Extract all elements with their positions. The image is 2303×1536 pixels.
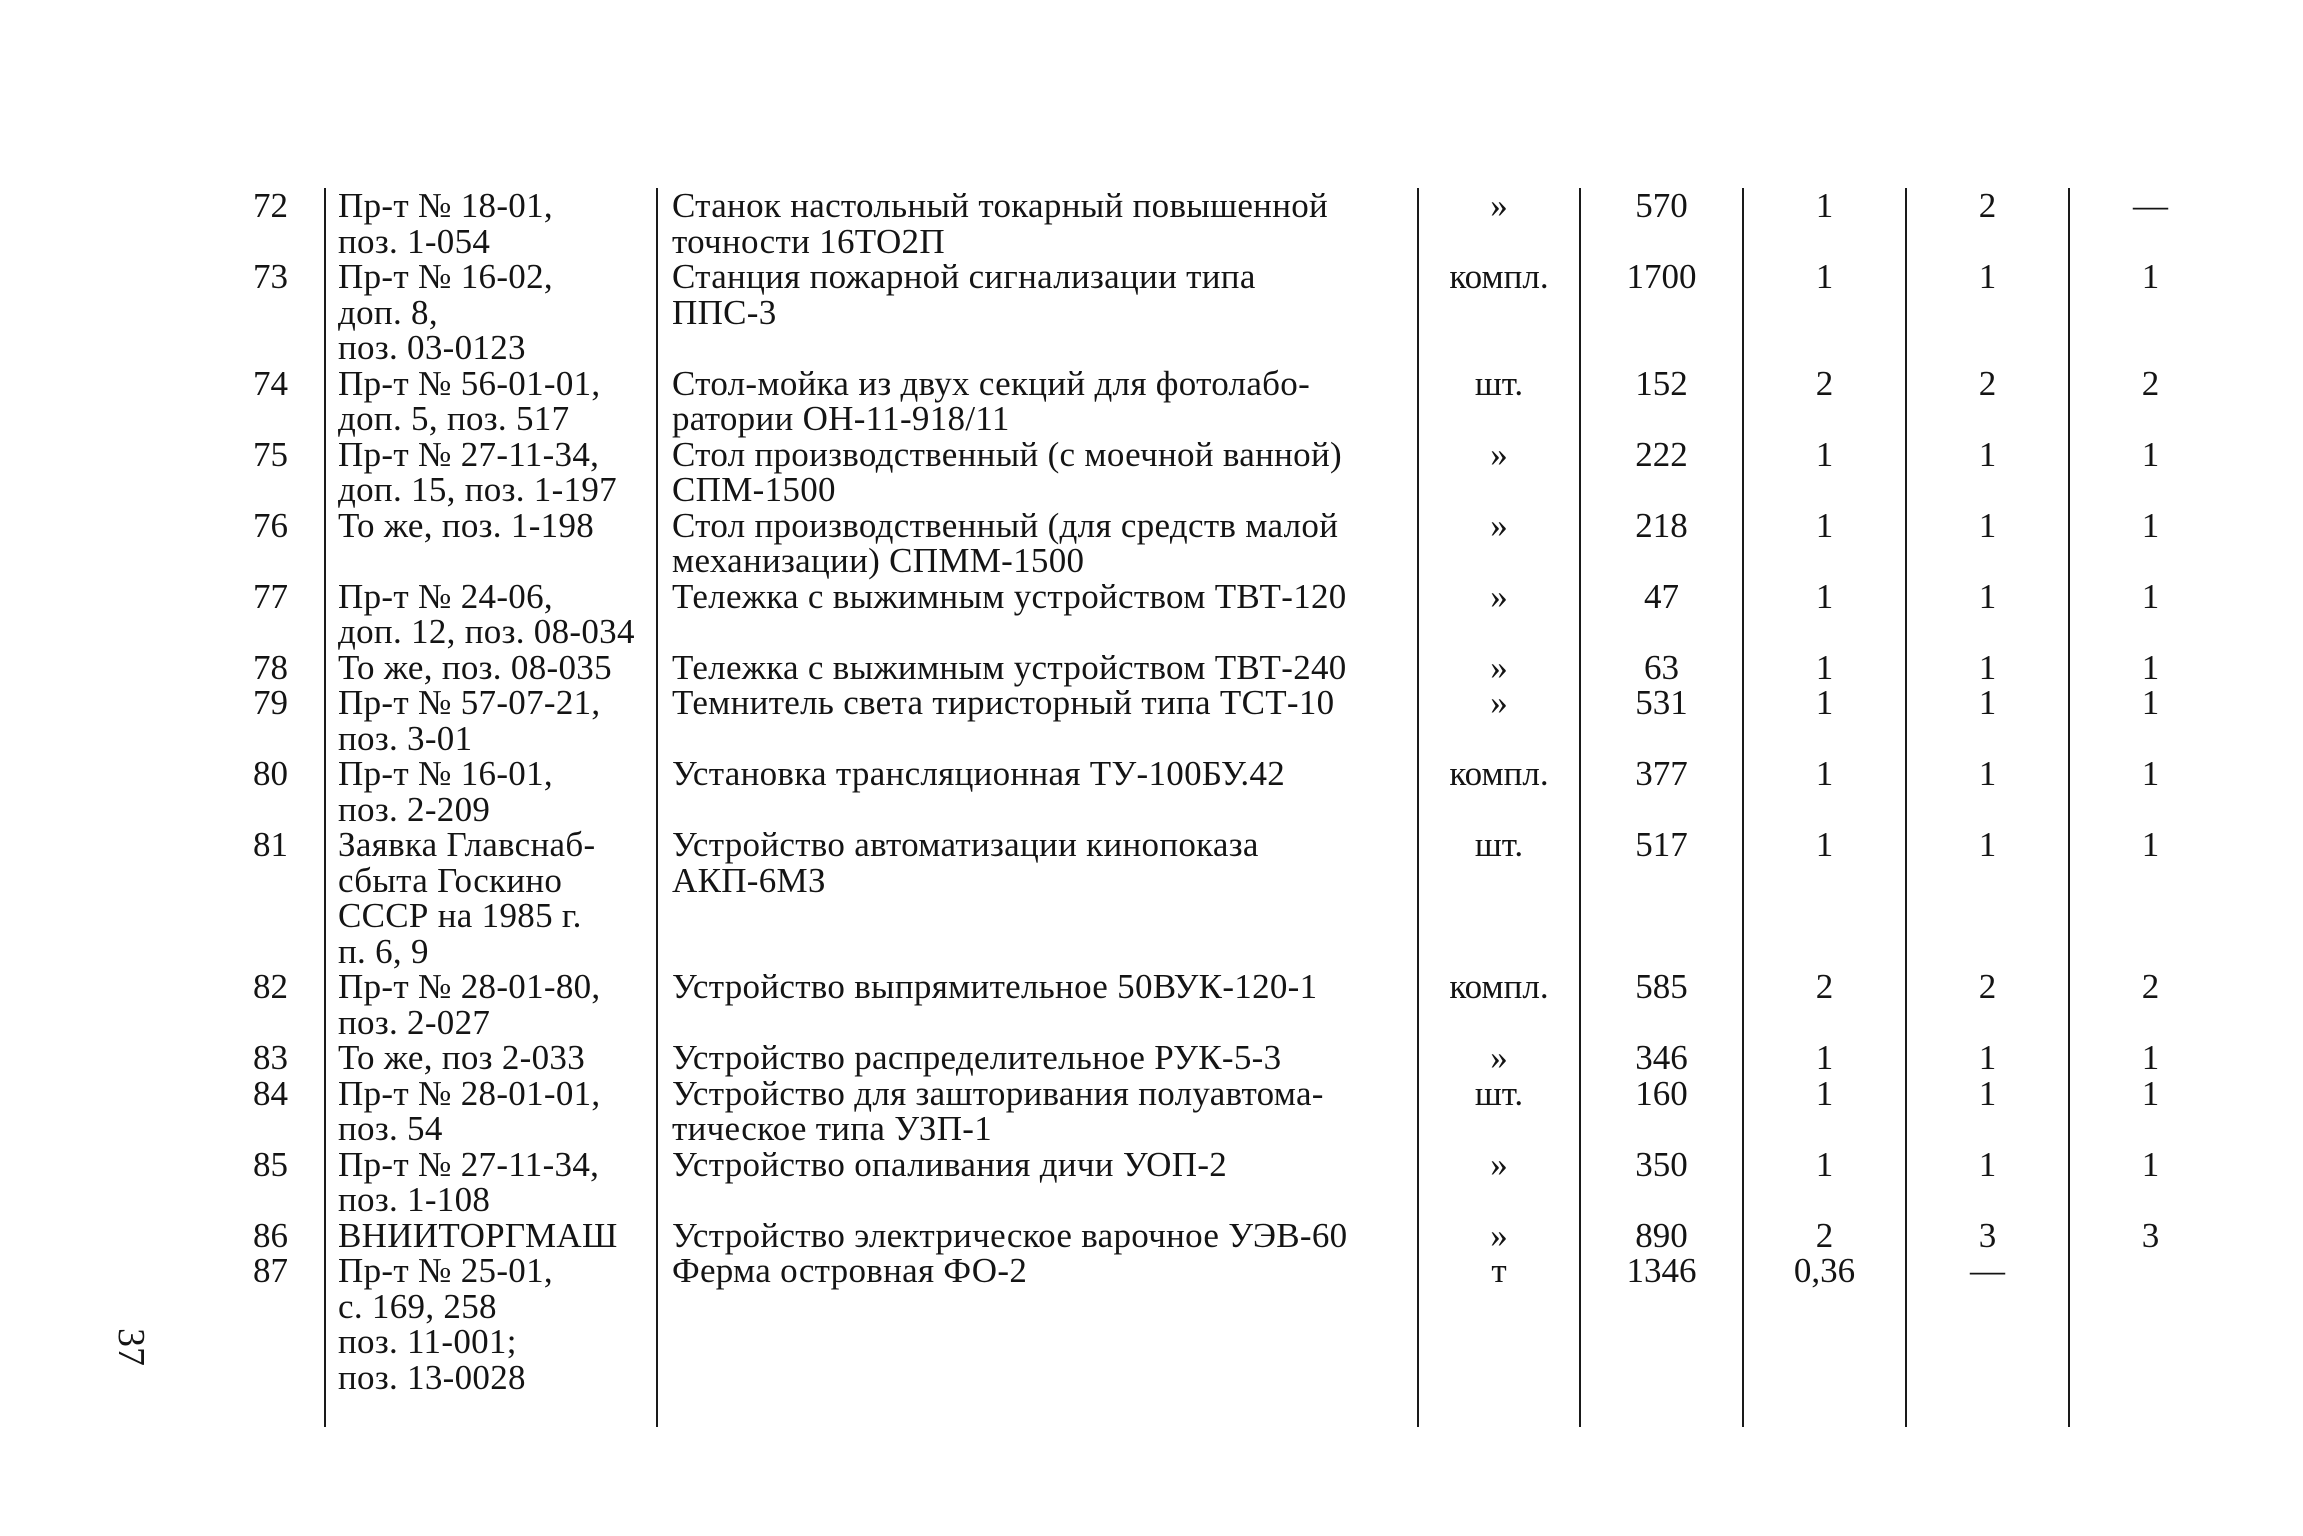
unit-cell: » [1418,508,1580,579]
name-line: Станция пожарной сигнализации типа [672,257,1256,296]
quantity-cell: — [2069,188,2231,259]
source-reference [325,434,657,509]
quantity-cell: 1 [1906,259,2069,366]
quantity-cell: 152 [1580,366,1743,437]
unit-cell: шт. [1418,366,1580,437]
quantity-cell: 1 [1743,1076,1906,1147]
unit-cell: компл. [1418,969,1580,1040]
quantity-cell: 1 [2069,1040,2231,1076]
name-line: Темнитель света тиристорный типа ТСТ-10 [672,683,1335,722]
source-line: сбыта Госкино [338,860,563,900]
unit-cell: шт. [1418,1076,1580,1147]
quantity-cell: 2 [1743,969,1906,1040]
name-line: Устройство автоматизации кинопоказа [672,825,1259,864]
equipment-name [657,1215,1418,1255]
source-reference [325,685,657,756]
quantity-cell: 1 [2069,579,2231,650]
quantity-cell: 1 [1743,1040,1906,1076]
name-line: СПМ-1500 [672,470,836,509]
equipment-table [192,188,2231,1427]
quantity-cell: 1 [1906,756,2069,827]
name-line: Установка трансляционная ТУ-100БУ.42 [672,754,1286,793]
quantity-cell: 2 [1743,366,1906,437]
unit-cell: » [1418,188,1580,259]
source-line: Пр-т № 24-06, [338,576,553,616]
table-row [192,437,2231,508]
row-number: 80 [253,754,288,793]
table-row [192,650,2231,686]
name-line: АКП-6МЗ [672,860,826,900]
equipment-name [657,188,1418,259]
source-reference [325,1144,657,1219]
source-line: Пр-т № 27-11-34, [338,434,600,474]
source-line: Пр-т № 25-01, [338,1251,553,1290]
quantity-cell: 222 [1580,437,1743,508]
name-line: механизации) СПММ-1500 [672,541,1085,580]
equipment-name [657,259,1418,366]
equipment-name [657,756,1418,827]
quantity-cell: 3 [2069,1218,2231,1254]
quantity-cell: 63 [1580,650,1743,686]
source-line: поз. 13-0028 [338,1357,526,1397]
name-line: Станок настольный токарный повышенной [672,186,1329,225]
quantity-cell: 1 [1743,650,1906,686]
row-number: 74 [253,363,288,403]
source-reference [325,1040,657,1076]
row-number: 83 [253,1038,288,1077]
source-line: доп. 5, поз. 517 [338,399,570,438]
source-reference [325,827,657,969]
quantity-cell: 1 [2069,508,2231,579]
quantity-cell: 1 [1743,508,1906,579]
quantity-cell: 1 [2069,685,2231,756]
table-row [192,508,2231,579]
quantity-cell: 1 [1906,1147,2069,1218]
equipment-name [657,1073,1418,1148]
quantity-cell: 3 [1906,1218,2069,1254]
source-line: Пр-т № 27-11-34, [338,1144,600,1184]
row-number: 86 [253,1215,288,1255]
quantity-cell: 1 [1906,650,2069,686]
quantity-cell: 1 [2069,1076,2231,1147]
quantity-cell: 1 [1906,437,2069,508]
table-row [192,1040,2231,1076]
source-reference [325,969,657,1040]
row-number: 87 [253,1251,288,1290]
quantity-cell: 218 [1580,508,1743,579]
quantity-cell: 2 [1906,188,2069,259]
source-reference [325,363,657,438]
quantity-cell: 377 [1580,756,1743,827]
source-line: поз. 54 [338,1109,443,1148]
unit-cell: » [1418,579,1580,650]
source-line: Пр-т № 16-01, [338,754,553,793]
quantity-cell [2069,1253,2231,1427]
unit-cell: шт. [1418,827,1580,969]
quantity-cell: 1 [1743,259,1906,366]
source-reference [325,505,657,579]
quantity-cell: 1 [2069,650,2231,686]
source-line: поз. 2-027 [338,1002,491,1042]
quantity-cell: 2 [1743,1218,1906,1254]
row-number: 84 [253,1073,288,1113]
source-line: доп. 12, поз. 08-034 [338,612,635,651]
name-line: Стол производственный (для средств малой [672,505,1339,545]
source-line: поз. 2-209 [338,789,491,829]
quantity-cell: 1 [1743,188,1906,259]
quantity-cell: 890 [1580,1218,1743,1254]
quantity-cell: 1 [1743,437,1906,508]
table-row [192,366,2231,437]
equipment-name [657,827,1418,969]
unit-cell: компл. [1418,259,1580,366]
table-row [192,685,2231,756]
quantity-cell: 1 [1906,1076,2069,1147]
unit-cell: » [1418,437,1580,508]
row-number: 73 [253,257,288,296]
source-line: То же, поз. 1-198 [338,505,595,545]
source-line: То же, поз 2-033 [338,1038,586,1077]
table-row [192,969,2231,1040]
source-line: п. 6, 9 [338,931,429,971]
equipment-name [657,1040,1418,1076]
unit-cell: т [1418,1253,1580,1427]
table-row [192,1147,2231,1218]
name-line: Устройство распределительное РУК-5-3 [672,1038,1282,1077]
quantity-cell: 517 [1580,827,1743,969]
source-line: СССР на 1985 г. [338,896,582,935]
name-line: точности 16ТО2П [672,221,945,261]
quantity-cell: 1700 [1580,259,1743,366]
row-number: 76 [253,505,288,545]
name-line: Устройство электрическое варочное УЭВ-60 [672,1215,1348,1255]
quantity-cell: 2 [2069,366,2231,437]
source-reference [325,188,657,259]
quantity-cell: 346 [1580,1040,1743,1076]
quantity-cell: 2 [2069,969,2231,1040]
source-line: доп. 15, поз. 1-197 [338,470,617,509]
quantity-cell: 1 [2069,259,2231,366]
row-number: 79 [253,683,288,722]
quantity-cell: 1 [2069,437,2231,508]
source-line: Пр-т № 28-01-80, [338,967,601,1006]
equipment-name [657,1253,1418,1427]
unit-cell: » [1418,685,1580,756]
table-row [192,1218,2231,1254]
source-line: доп. 8, [338,292,438,332]
table-row [192,579,2231,650]
table-row [192,1253,2231,1427]
equipment-name [657,505,1418,580]
row-number: 85 [253,1144,288,1184]
equipment-name [657,1144,1418,1218]
unit-cell: » [1418,1218,1580,1254]
quantity-cell: 350 [1580,1147,1743,1218]
quantity-cell: 2 [1906,366,2069,437]
source-reference [325,1073,657,1148]
quantity-cell: 160 [1580,1076,1743,1147]
source-reference [325,1215,657,1255]
source-line: поз. 03-0123 [338,328,526,367]
source-reference [325,756,657,827]
name-line: Устройство опаливания дичи УОП-2 [672,1144,1228,1184]
source-line: поз. 3-01 [338,718,473,758]
table-row [192,1076,2231,1147]
source-line: поз. 11-001; [338,1322,517,1361]
quantity-cell: 1 [1906,827,2069,969]
source-line: Пр-т № 57-07-21, [338,683,601,722]
quantity-cell: 1 [1906,685,2069,756]
page-number: 37 [110,1328,152,1366]
equipment-name [657,969,1418,1040]
table-row [192,188,2231,259]
equipment-name [657,434,1418,509]
quantity-cell: 570 [1580,188,1743,259]
row-number: 72 [253,186,288,225]
source-reference [325,1253,657,1427]
source-line: поз. 1-108 [338,1180,491,1219]
table-row [192,259,2231,366]
equipment-name [657,685,1418,756]
quantity-cell: 1 [1743,756,1906,827]
quantity-cell: 1 [1906,508,2069,579]
row-number: 77 [253,576,288,616]
unit-cell: » [1418,1147,1580,1218]
row-number: 81 [253,825,288,864]
quantity-cell: 1 [1743,579,1906,650]
table-row [192,756,2231,827]
row-number: 75 [253,434,288,474]
name-line: Тележка с выжимным устройством ТВТ-240 [672,647,1347,687]
name-line: Устройство для зашторивания полуавтома- [672,1073,1324,1113]
source-line: поз. 1-054 [338,221,491,261]
name-line: Стол-мойка из двух секций для фотолабо- [672,363,1311,403]
table-body [192,188,2231,1427]
name-line: Устройство выпрямительное 50ВУК-120-1 [672,967,1318,1006]
source-reference [325,647,657,687]
unit-cell: » [1418,1040,1580,1076]
equipment-name [657,576,1418,650]
source-line: Заявка Главснаб- [338,825,596,864]
equipment-name [657,647,1418,687]
quantity-cell: 1 [1743,685,1906,756]
quantity-cell: 47 [1580,579,1743,650]
source-line: Пр-т № 56-01-01, [338,363,601,403]
source-reference [325,576,657,651]
name-line: Ферма островная ФО-2 [672,1251,1028,1290]
table-row [192,827,2231,969]
quantity-cell: 1 [1906,579,2069,650]
quantity-cell: — [1906,1253,2069,1427]
source-line: с. 169, 258 [338,1286,497,1326]
source-line: ВНИИТОРГМАШ [338,1215,618,1255]
quantity-cell: 531 [1580,685,1743,756]
quantity-cell: 585 [1580,969,1743,1040]
source-reference [325,259,657,366]
name-line: тическое типа УЗП-1 [672,1109,993,1148]
row-number: 82 [253,967,288,1006]
quantity-cell: 1346 [1580,1253,1743,1427]
name-line: Тележка с выжимным устройством ТВТ-120 [672,576,1347,616]
quantity-cell: 1 [1906,1040,2069,1076]
quantity-cell: 1 [2069,756,2231,827]
row-number: 78 [253,647,288,687]
source-line: Пр-т № 16-02, [338,257,553,296]
unit-cell: компл. [1418,756,1580,827]
quantity-cell: 1 [1743,827,1906,969]
source-line: Пр-т № 18-01, [338,186,553,225]
quantity-cell: 1 [2069,827,2231,969]
equipment-name [657,363,1418,438]
quantity-cell: 2 [1906,969,2069,1040]
source-line: Пр-т № 28-01-01, [338,1073,601,1113]
name-line: ратории ОН-11-918/11 [672,399,1010,438]
quantity-cell: 1 [1743,1147,1906,1218]
name-line: Стол производственный (с моечной ванной) [672,434,1342,474]
name-line: ППС-3 [672,292,777,332]
quantity-cell: 1 [2069,1147,2231,1218]
unit-cell: » [1418,650,1580,686]
source-line: То же, поз. 08-035 [338,647,612,687]
quantity-cell: 0,36 [1743,1253,1906,1427]
